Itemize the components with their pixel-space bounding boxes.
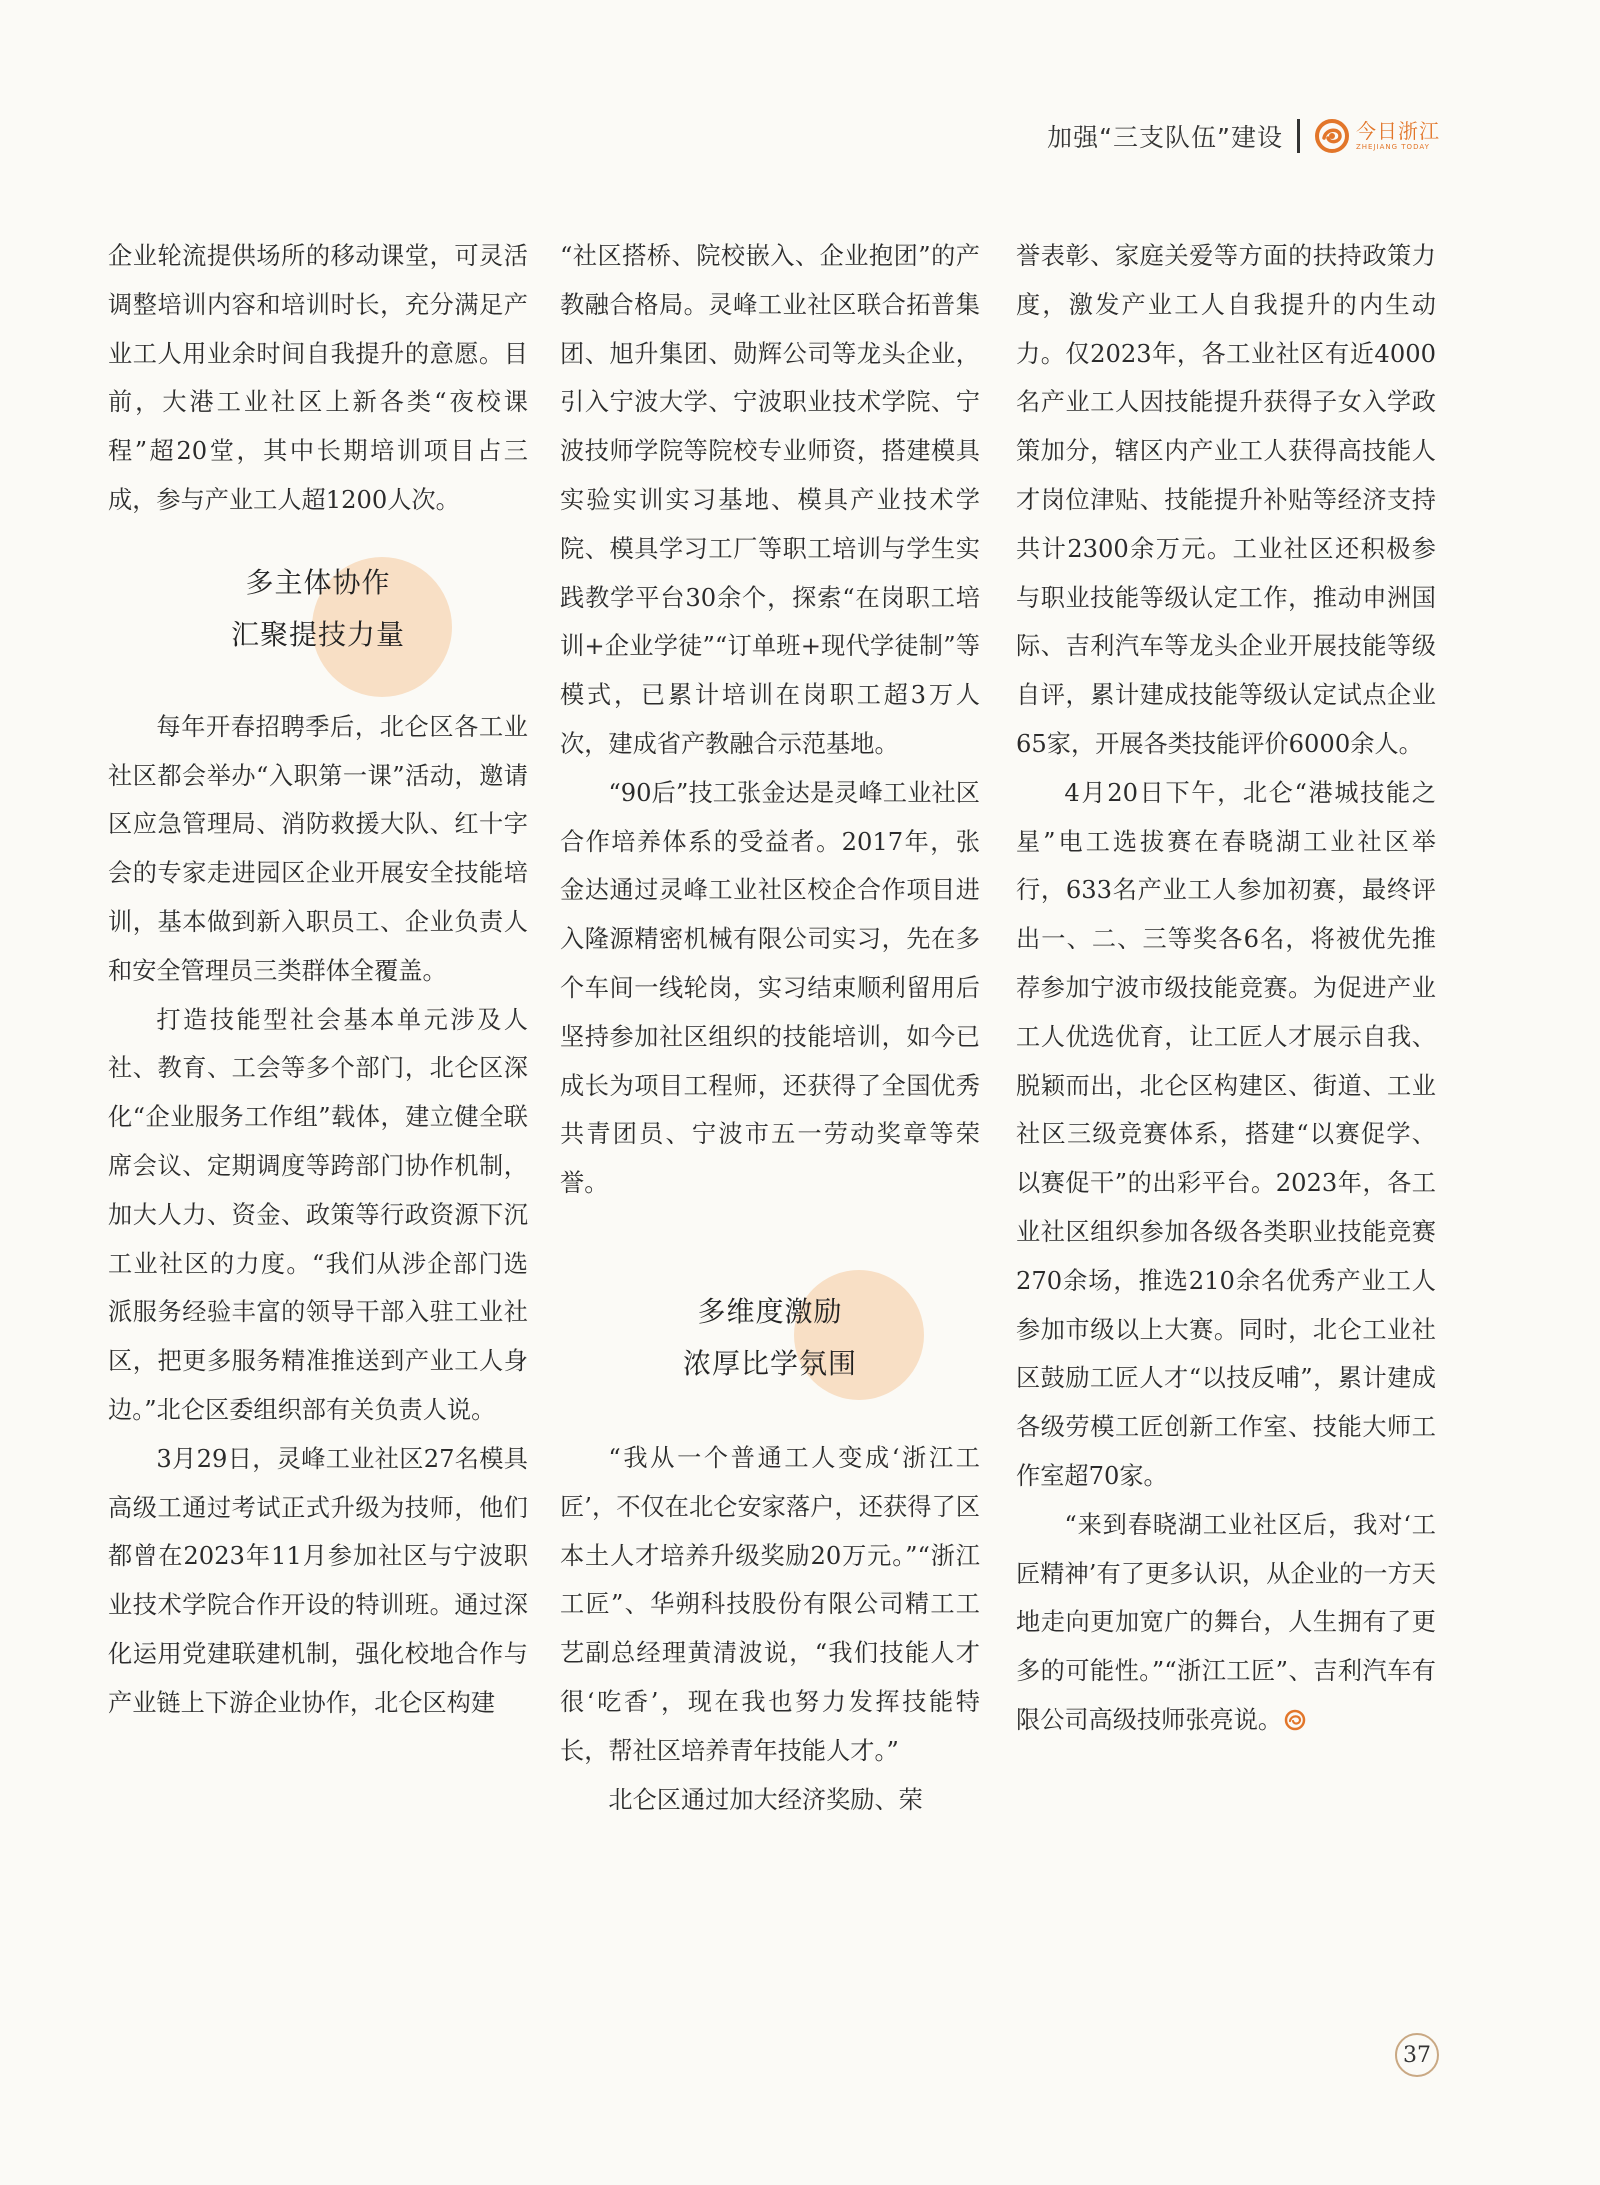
magazine-logo (1314, 118, 1440, 154)
paragraph: 4月20日下午，北仑“港城技能之星”电工选拔赛在春晓湖工业社区举行，633名产业工人参加初赛，最终评出一、二、三等奖各6名，将被优先推荐参加宁波市级技能竞赛。为促进产业工人优选优育，让工匠人才展示自我、脱颖而出，北仑区构建区、街道、工业社区三级竞赛体系，搭建“以赛促学、以赛促干”的出彩平台。2023年，各工业社区组织参加各级各类职业技能竞赛270余场，推选210余名优秀产业工人参加市级以上大赛。同时，北仑工业社区鼓励工匠人才“以技反哺”，累计建成各级劳模工匠创新工作室、技能大师工作室超70家。 (1016, 778, 1436, 1490)
header-divider (1297, 119, 1300, 153)
article-end-icon (1284, 1709, 1306, 1731)
paragraph: 北仑区通过加大经济奖励、荣 (608, 1785, 923, 1814)
article-column-3 (1016, 232, 1436, 1745)
section-subhead (108, 525, 528, 703)
subhead-line-2: 浓厚比学氛围 (682, 1346, 857, 1380)
paragraph: 企业轮流提供场所的移动课堂，可灵活调整培训内容和培训时长，充分满足产业工人用业余时间自我提升的意愿。目前，大港工业社区上新各类“夜校课程”超20堂，其中长期培训项目占三成，参与产业工人超1200人次。 (108, 242, 528, 514)
paragraph: “社区搭桥、院校嵌入、企业抱团”的产教融合格局。灵峰工业社区联合拓普集团、旭升集团、勋辉公司等龙头企业，引入宁波大学、宁波职业技术学院、宁波技师学院等院校专业师资，搭建模具实验实训实习基地、模具产业技术学院、模具学习工厂等职工培训与学生实践教学平台30余个，探索“在岗职工培训+企业学徒”“订单班+现代学徒制”等模式，已累计培训在岗职工超3万人次，建成省产教融合示范基地。 (560, 242, 980, 758)
page-header (1047, 118, 1440, 154)
paragraph: 每年开春招聘季后，北仑区各工业社区都会举办“入职第一课”活动，邀请区应急管理局、消防救援大队、红十字会的专家走进园区企业开展安全技能培训，基本做到新入职员工、企业负责人和安全管理员三类群体全覆盖。 (108, 712, 528, 985)
subhead-line-2: 汇聚提技力量 (230, 617, 405, 651)
page-number: 37 (1395, 2033, 1439, 2077)
subhead-line-1: 多维度激励 (697, 1294, 843, 1328)
paragraph: “90后”技工张金达是灵峰工业社区合作培养体系的受益者。2017年，张金达通过灵峰工业社区校企合作项目进入隆源精密机械有限公司实习，先在多个车间一线轮岗，实习结束顺利留用后坚持参加社区组织的技能培训，如今已成长为项目工程师，还获得了全国优秀共青团员、宁波市五一劳动奖章等荣誉。 (560, 778, 980, 1198)
closing-quote-text: “来到春晓湖工业社区后，我对‘工匠精神’有了更多认识，从企业的一方天地走向更加宽广的舞台，人生拥有了更多的可能性。”“浙江工匠”、吉利汽车有限公司高级技师张亮说。 (1016, 1510, 1436, 1734)
logo-swirl-icon (1314, 118, 1350, 154)
article-column-2 (560, 232, 980, 1824)
paragraph: “我从一个普通工人变成‘浙江工匠’，不仅在北仑安家落户，还获得了区本土人才培养升级奖励20万元。”“浙江工匠”、华朔科技股份有限公司精工工艺副总经理黄清波说，“我们技能人才很‘吃香’，现在我也努力发挥技能特长，帮社区培养青年技能人才。” (560, 1443, 980, 1765)
paragraph: 打造技能型社会基本单元涉及人社、教育、工会等多个部门，北仑区深化“企业服务工作组”载体，建立健全联席会议、定期调度等跨部门协作机制，加大人力、资金、政策等行政资源下沉工业社区的力度。“我们从涉企部门选派服务经验丰富的领导干部入驻工业社区，把更多服务精准推送到产业工人身边。”北仑区委组织部有关负责人说。 (108, 1005, 528, 1424)
logo-english: ZHEJIANG TODAY (1356, 143, 1430, 151)
subhead-line-1: 多主体协作 (245, 565, 391, 599)
paragraph (1016, 1501, 1436, 1745)
article-column-1 (108, 232, 528, 1728)
paragraph: 誉表彰、家庭关爱等方面的扶持政策力度，激发产业工人自我提升的内生动力。仅2023年，各工业社区有近4000名产业工人因技能提升获得子女入学政策加分，辖区内产业工人获得高技能人才岗位津贴、技能提升补贴等经济支持共计2300余万元。工业社区还积极参与职业技能等级认定工作，推动申洲国际、吉利汽车等龙头企业开展技能等级自评，累计建成技能等级认定试点企业65家，开展各类技能评价6000余人。 (1016, 242, 1436, 758)
paragraph: 3月29日，灵峰工业社区27名模具高级工通过考试正式升级为技师，他们都曾在2023年11月参加社区与宁波职业技术学院合作开设的特训班。通过深化运用党建联建机制，强化校地合作与产业链上下游企业协作，北仑区构建 (108, 1444, 528, 1717)
section-name: 加强“三支队伍”建设 (1047, 123, 1283, 152)
section-subhead (560, 1208, 980, 1434)
logo-chinese: 今日浙江 (1356, 119, 1440, 143)
